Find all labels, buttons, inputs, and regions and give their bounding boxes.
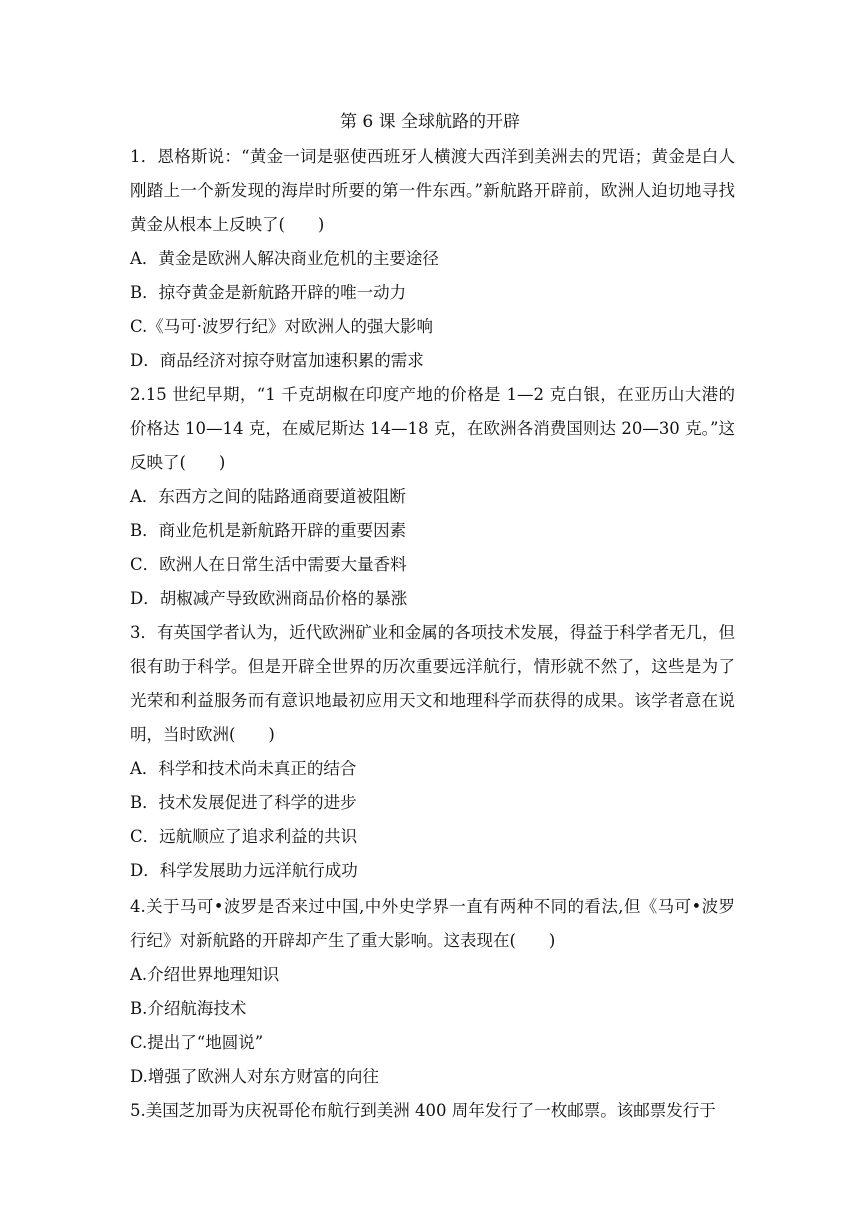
question-stem: 2.15 世纪早期，“1 千克胡椒在印度产地的价格是 1—2 克白银，在亚历山大港的价格达 10—14 克，在威尼斯达 14—18 克，在欧洲各消费国则达 20—30 克。”这反映了( ) <box>130 385 735 472</box>
question-3 <box>130 616 735 888</box>
option-b: B．掠夺黄金是新航路开辟的唯一动力 <box>130 283 407 302</box>
option-a: A．黄金是欧洲人解决商业危机的主要途径 <box>130 249 439 268</box>
question-stem: 5.美国芝加哥为庆祝哥伦布航行到美洲 400 周年发行了一枚邮票。该邮票发行于 <box>130 1101 716 1120</box>
question-5 <box>130 1094 735 1128</box>
option-c: C.提出了“地圆说” <box>130 1033 264 1052</box>
option-d: D．商品经济对掠夺财富加速积累的需求 <box>130 351 424 370</box>
question-2 <box>130 378 735 616</box>
option-c: C.《马可·波罗行纪》对欧洲人的强大影响 <box>130 317 434 336</box>
option-b: B．技术发展促进了科学的进步 <box>130 793 357 812</box>
option-c: C．远航顺应了追求利益的共识 <box>130 827 358 846</box>
question-1 <box>130 140 735 378</box>
option-a: A.介绍世界地理知识 <box>130 965 280 984</box>
question-stem: 4.关于马可•波罗是否来过中国,中外史学界一直有两种不同的看法,但《马可•波罗行纪》对新航路的开辟却产生了重大影响。这表现在( ) <box>130 897 735 950</box>
question-stem: 3．有英国学者认为，近代欧洲矿业和金属的各项技术发展，得益于科学者无几，但很有助于科学。但是开辟全世界的历次重要远洋航行，情形就不然了，这些是为了光荣和利益服务而有意识地最初应用天文和地理科学而获得的成果。该学者意在说明，当时欧洲( ) <box>130 623 735 744</box>
option-a: A．东西方之间的陆路通商要道被阻断 <box>130 487 406 506</box>
page-title: 第 6 课 全球航路的开辟 <box>339 112 521 132</box>
question-list <box>130 140 735 1128</box>
option-a: A．科学和技术尚未真正的结合 <box>130 759 357 778</box>
option-d: D．科学发展助力远洋航行成功 <box>130 861 358 880</box>
option-b: B．商业危机是新航路开辟的重要因素 <box>130 521 407 540</box>
question-4 <box>130 890 735 1094</box>
option-c: C．欧洲人在日常生活中需要大量香料 <box>130 555 407 574</box>
option-b: B.介绍航海技术 <box>130 999 247 1018</box>
option-d: D.增强了欧洲人对东方财富的向往 <box>130 1067 379 1086</box>
option-d: D．胡椒减产导致欧洲商品价格的暴涨 <box>130 589 408 608</box>
question-stem: 1．恩格斯说：“黄金一词是驱使西班牙人横渡大西洋到美洲去的咒语；黄金是白人刚踏上一个新发现的海岸时所要的第一件东西。”新航路开辟前，欧洲人迫切地寻找黄金从根本上反映了( ) <box>130 147 735 234</box>
